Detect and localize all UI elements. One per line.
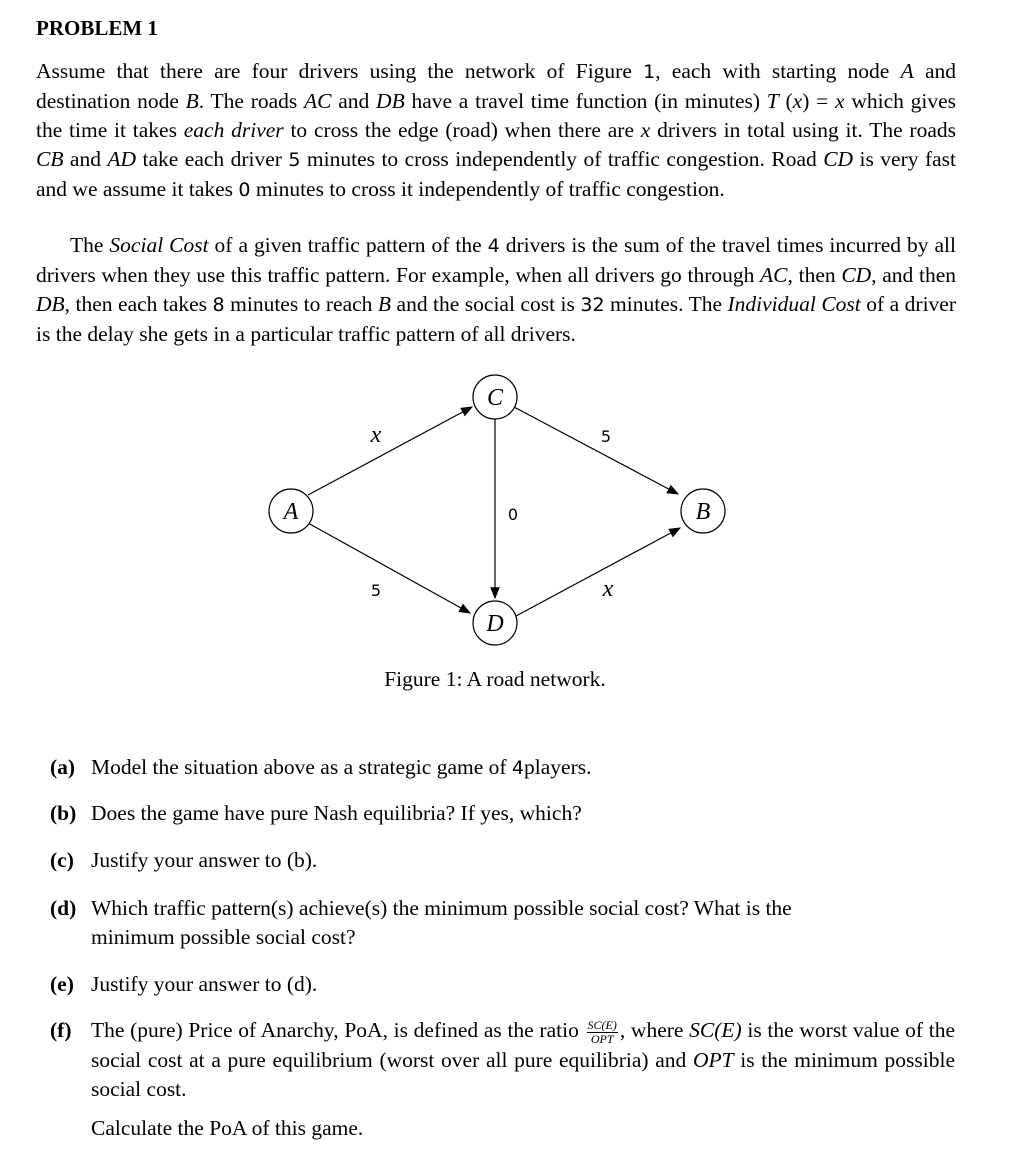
question-f-sce: SC(E): [689, 1018, 742, 1042]
question-f-body: [91, 1016, 955, 1104]
question-f-text2: , where: [619, 1018, 690, 1042]
text-segment: and: [331, 89, 377, 113]
math-number: 1: [643, 61, 656, 83]
edge-AD-label: 5: [370, 581, 382, 600]
edge-DB-label: x: [602, 576, 614, 602]
fraction-numerator: SC(E): [587, 1017, 617, 1032]
text-segment: , then: [787, 263, 842, 287]
question-f-label: (f): [50, 1018, 72, 1042]
problem-title: PROBLEM 1: [36, 16, 158, 40]
math-variable: AC: [304, 89, 332, 113]
edge-AC: [308, 407, 472, 495]
text-segment: is very fast and we assume it takes: [36, 147, 956, 201]
math-variable: CB: [36, 147, 64, 171]
math-variable: Social Cost: [109, 233, 209, 257]
math-variable: x: [835, 89, 845, 113]
math-variable: T: [766, 89, 779, 113]
math-variable: AC: [760, 263, 788, 287]
text-segment: of a given traffic pattern of the: [208, 233, 488, 257]
text-segment: drivers in total using it. The roads: [650, 118, 956, 142]
question-a-label: (a): [50, 755, 76, 779]
text-segment: which gives the time it takes: [36, 89, 956, 142]
edge-DB: [516, 528, 680, 616]
text-segment: and the social cost is: [391, 292, 581, 316]
question-d-label: (d): [50, 896, 77, 920]
text-segment: to cross the edge (road) when there are: [283, 118, 641, 142]
question-f-text3: is the worst value of the social cost at a pure equilibrium (worst over all pure equilibria) and: [91, 1018, 955, 1072]
math-number: 0: [238, 179, 251, 201]
math-number: 5: [288, 149, 301, 171]
edge-CD-label: 0: [507, 505, 519, 524]
question-b-text: Does the game have pure Nash equilibria? If yes, which?: [91, 801, 582, 825]
question-f-text5: Calculate the PoA of this game.: [91, 1115, 364, 1140]
question-a-body: [91, 753, 955, 783]
question-c: [50, 846, 955, 875]
node-C-label: C: [486, 385, 504, 411]
question-e: [50, 970, 955, 999]
text-segment: , each with starting node: [655, 59, 901, 83]
poa-fraction: [587, 1019, 618, 1046]
math-variable: x: [792, 89, 803, 113]
math-variable: B: [377, 292, 392, 316]
text-segment: minutes. The: [604, 292, 728, 316]
figure-caption: Figure 1: A road network.: [384, 667, 606, 691]
text-segment: (: [778, 89, 793, 113]
question-c-text: Justify your answer to (b).: [91, 848, 318, 872]
node-B-label: B: [695, 499, 711, 525]
question-e-text: Justify your answer to (d).: [91, 972, 318, 996]
text-segment: , then each takes: [64, 292, 213, 316]
text-segment: and: [63, 147, 108, 171]
text-segment: minutes to cross it independently of traffic congestion.: [250, 177, 725, 201]
text-segment: take each driver: [136, 147, 289, 171]
edge-CB: [514, 407, 678, 494]
math-variable: Individual Cost: [727, 292, 861, 316]
text-segment: have a travel time function (in minutes): [404, 89, 767, 113]
edge-AD: [308, 523, 470, 613]
question-f-opt: OPT: [692, 1047, 734, 1072]
text-segment: . The roads: [198, 89, 305, 113]
question-c-label: (c): [50, 848, 74, 872]
question-f: [50, 1016, 955, 1143]
edge-AC-label: x: [370, 422, 382, 448]
math-variable: DB: [36, 292, 65, 316]
question-e-label: (e): [50, 972, 74, 996]
math-variable: DB: [376, 89, 405, 113]
text-segment: and destination node: [36, 59, 956, 113]
node-A-label: A: [283, 499, 299, 525]
question-a-text: Model the situation above as a strategic game of: [91, 755, 512, 779]
question-f-text1: The (pure) Price of Anarchy, PoA, is defined as the ratio: [91, 1018, 585, 1042]
text-segment: Assume that there are four drivers using the network of Figure: [36, 59, 644, 83]
text-segment: minutes to reach: [224, 292, 378, 316]
problem-paragraph-1: [36, 57, 956, 205]
edge-CB-label: 5: [600, 427, 612, 446]
math-number: 8: [212, 294, 225, 316]
text-segment: minutes to cross independently of traffic congestion. Road: [300, 147, 824, 171]
math-variable: CD: [841, 263, 872, 287]
question-b: [50, 799, 955, 828]
question-d: [50, 894, 880, 952]
math-variable: B: [185, 89, 199, 113]
text-segment: , and then: [871, 263, 956, 287]
node-D-label: D: [486, 611, 504, 637]
question-a-number: 4: [511, 757, 525, 779]
math-variable: CD: [823, 147, 854, 171]
text-segment: drivers is the sum of the travel times incurred by all drivers when they use this traffic pattern. For example, when all drivers go through: [36, 233, 956, 287]
text-segment: ) =: [802, 89, 836, 113]
math-variable: x: [640, 118, 651, 142]
problem-paragraph-2: [36, 231, 956, 349]
question-a-text2: players.: [524, 755, 592, 779]
text-segment: The: [70, 233, 110, 257]
math-number: 32: [580, 294, 605, 316]
fraction-denominator: OPT: [590, 1031, 614, 1046]
question-b-label: (b): [50, 801, 77, 825]
question-a: [50, 753, 955, 783]
question-f-text4: is the minimum possible social cost.: [91, 1047, 955, 1101]
math-number: 4: [487, 235, 500, 257]
math-variable: A: [900, 59, 914, 83]
question-d-text: Which traffic pattern(s) achieve(s) the minimum possible social cost? What is the minimum possible social cost?: [91, 896, 792, 949]
math-variable: AD: [107, 147, 137, 171]
road-network-figure: [260, 370, 740, 650]
text-segment: of a driver is the delay she gets in a particular traffic pattern of all drivers.: [36, 292, 957, 346]
math-variable: each driver: [183, 118, 284, 142]
